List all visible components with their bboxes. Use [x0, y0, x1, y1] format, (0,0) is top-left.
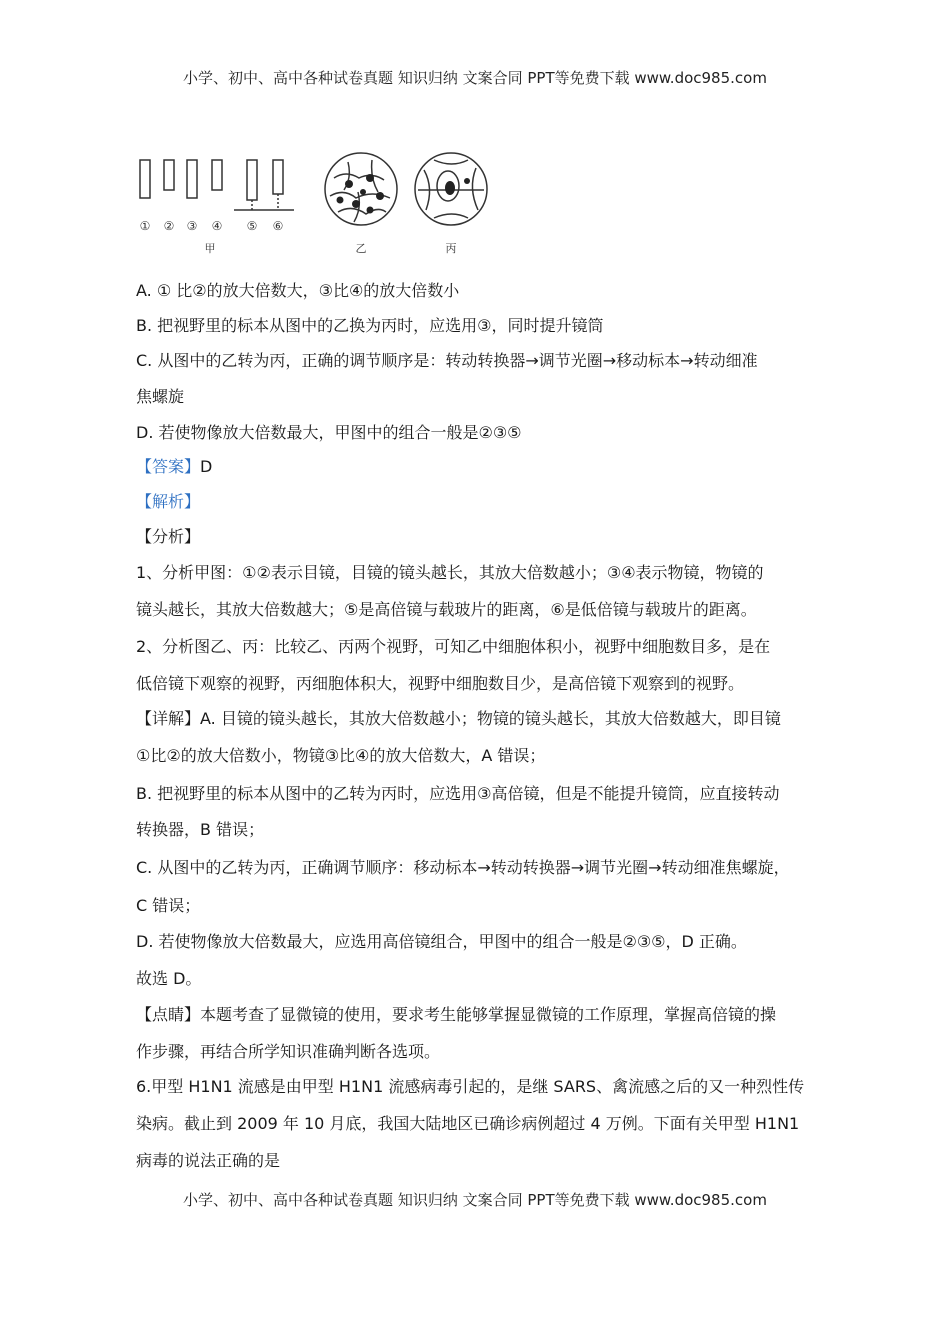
label-4: ④ [211, 219, 223, 233]
page-header: 小学、初中、高中各种试卷真题 知识归纳 文案合同 PPT等免费下载 www.doc985.com [183, 69, 767, 87]
analysis-p2-line1: 2、分析图乙、丙：比较乙、丙两个视野，可知乙中细胞体积小，视野中细胞数目多，是在 [136, 637, 771, 656]
question-6-line1: 6.甲型 H1N1 流感是由甲型 H1N1 流感病毒引起的，是继 SARS、禽流感之后的又一种烈性传 [136, 1077, 805, 1096]
answer-label: 【答案】 [136, 457, 201, 476]
analysis-p2-line2: 低倍镜下观察的视野，丙细胞体积大，视野中细胞数目少，是高倍镜下观察到的视野。 [136, 674, 745, 693]
dianjing-label: 【点睛】 [136, 1005, 201, 1024]
lens-2 [164, 160, 174, 190]
detail-c-line2: C 错误； [136, 896, 201, 915]
option-c-line2: 焦螺旋 [136, 387, 185, 406]
lens-4 [212, 160, 222, 190]
page-footer: 小学、初中、高中各种试卷真题 知识归纳 文案合同 PPT等免费下载 www.doc985.com [183, 1191, 767, 1209]
analysis-p1-line2: 镜头越长，其放大倍数越大；⑤是高倍镜与载玻片的距离，⑥是低倍镜与载玻片的距离。 [136, 600, 757, 619]
detail-c-line1: C. 从图中的乙转为丙，正确调节顺序：移动标本→转动转换器→调节光圈→转动细准焦螺旋， [136, 858, 790, 877]
field-yi [325, 153, 397, 225]
detail-a-line1: 【详解】A. 目镜的镜头越长，其放大倍数越小；物镜的镜头越长，其放大倍数越大，即目镜 [136, 709, 781, 728]
label-5: ⑤ [246, 219, 258, 233]
lens-1 [140, 160, 150, 198]
detail-label: 【详解】 [136, 709, 201, 728]
label-6: ⑥ [272, 219, 284, 233]
caption-yi: 乙 [355, 242, 367, 255]
label-2: ② [163, 219, 175, 233]
option-a: A. ① 比②的放大倍数大，③比④的放大倍数小 [136, 281, 460, 300]
lens-6 [273, 160, 283, 194]
question-6-line2: 染病。截止到 2009 年 10 月底，我国大陆地区已确诊病例超过 4 万例。下面有关甲型 H1N1 [136, 1114, 800, 1133]
detail-a-line2: ①比②的放大倍数小，物镜③比④的放大倍数大，A 错误； [136, 746, 546, 765]
answer-line [136, 457, 826, 477]
dianjing-line1: 【点睛】本题考查了显微镜的使用，要求考生能够掌握显微镜的工作原理，掌握高倍镜的操 [136, 1005, 777, 1024]
lens-3 [187, 160, 197, 198]
fenxi-label: 【分析】 [136, 527, 201, 546]
jiexi-label: 【解析】 [136, 492, 201, 511]
answer-value: D [200, 457, 213, 476]
option-c-line1: C. 从图中的乙转为丙，正确的调节顺序是：转动转换器→调节光圈→移动标本→转动细准 [136, 351, 758, 370]
label-3: ③ [186, 219, 198, 233]
option-b: B. 把视野里的标本从图中的乙换为丙时，应选用③，同时提升镜筒 [136, 316, 604, 335]
dianjing-line2: 作步骤，再结合所学知识准确判断各选项。 [136, 1042, 441, 1061]
analysis-p1-line1: 1、分析甲图：①②表示目镜，目镜的镜头越长，其放大倍数越小；③④表示物镜，物镜的 [136, 563, 764, 582]
option-d: D. 若使物像放大倍数最大，甲图中的组合一般是②③⑤ [136, 423, 522, 442]
lens-5 [247, 160, 257, 200]
label-1: ① [139, 219, 151, 233]
microscope-figure [134, 148, 504, 258]
caption-bing: 丙 [445, 242, 457, 255]
detail-b-line1: B. 把视野里的标本从图中的乙转为丙时，应选用③高倍镜，但是不能提升镜筒，应直接转动 [136, 784, 780, 803]
conclusion: 故选 D。 [136, 969, 202, 988]
caption-jia: 甲 [204, 242, 216, 255]
question-6-line3: 病毒的说法正确的是 [136, 1151, 281, 1170]
detail-d: D. 若使物像放大倍数最大，应选用高倍镜组合，甲图中的组合一般是②③⑤，D 正确。 [136, 932, 747, 951]
detail-b-line2: 转换器，B 错误； [136, 820, 265, 839]
